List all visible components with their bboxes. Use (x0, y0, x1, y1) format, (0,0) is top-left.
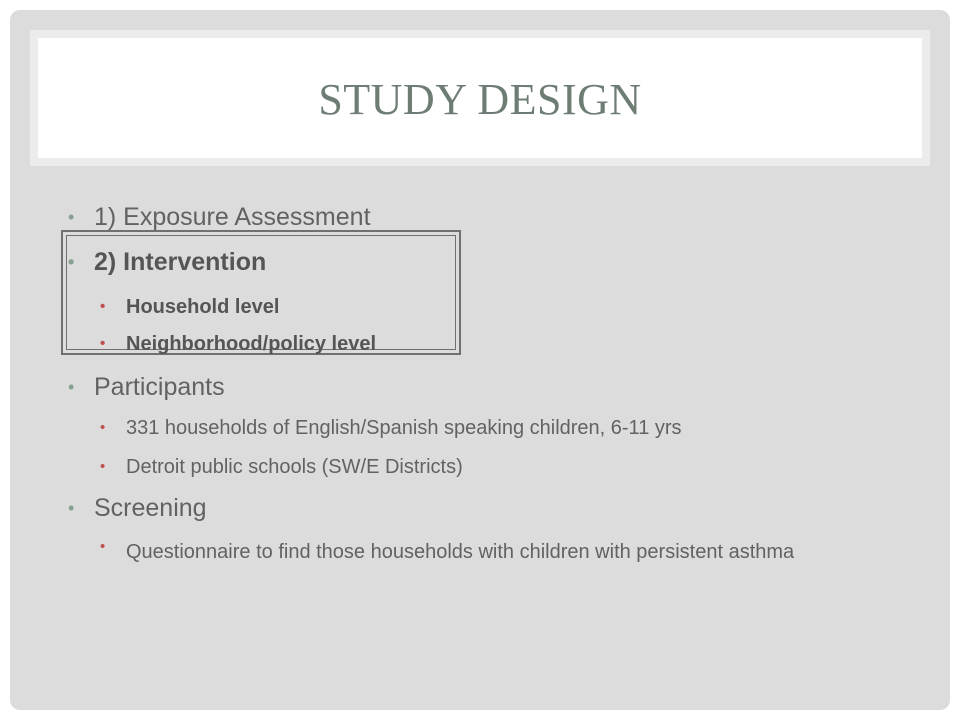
subbullet-text: Household level (126, 296, 280, 318)
bullet-marker: • (100, 298, 106, 315)
subbullet-text: Detroit public schools (SW/E Districts) (126, 456, 463, 478)
subbullet-text: Neighborhood/policy level (126, 333, 377, 355)
bullet-marker: • (100, 419, 106, 436)
slide (10, 10, 950, 710)
bullet-marker: • (68, 498, 75, 518)
bullet-marker: • (100, 458, 106, 475)
bullet-text: Participants (94, 373, 225, 401)
bullet-text: 2) Intervention (94, 248, 267, 276)
subbullet-text: Questionnaire to find those households with children with persistent asthma (126, 541, 795, 563)
bullet-marker: • (68, 377, 75, 397)
slide-title: STUDY DESIGN (318, 75, 642, 124)
slide-content (10, 10, 950, 710)
subbullet-text: 331 households of English/Spanish speaking children, 6-11 yrs (126, 417, 682, 439)
bullet-marker: • (100, 335, 106, 352)
bullet-marker: • (68, 252, 75, 272)
bullet-text: Screening (94, 494, 207, 522)
bullet-text: 1) Exposure Assessment (94, 203, 371, 231)
bullet-marker: • (100, 538, 106, 555)
bullet-marker: • (68, 207, 75, 227)
